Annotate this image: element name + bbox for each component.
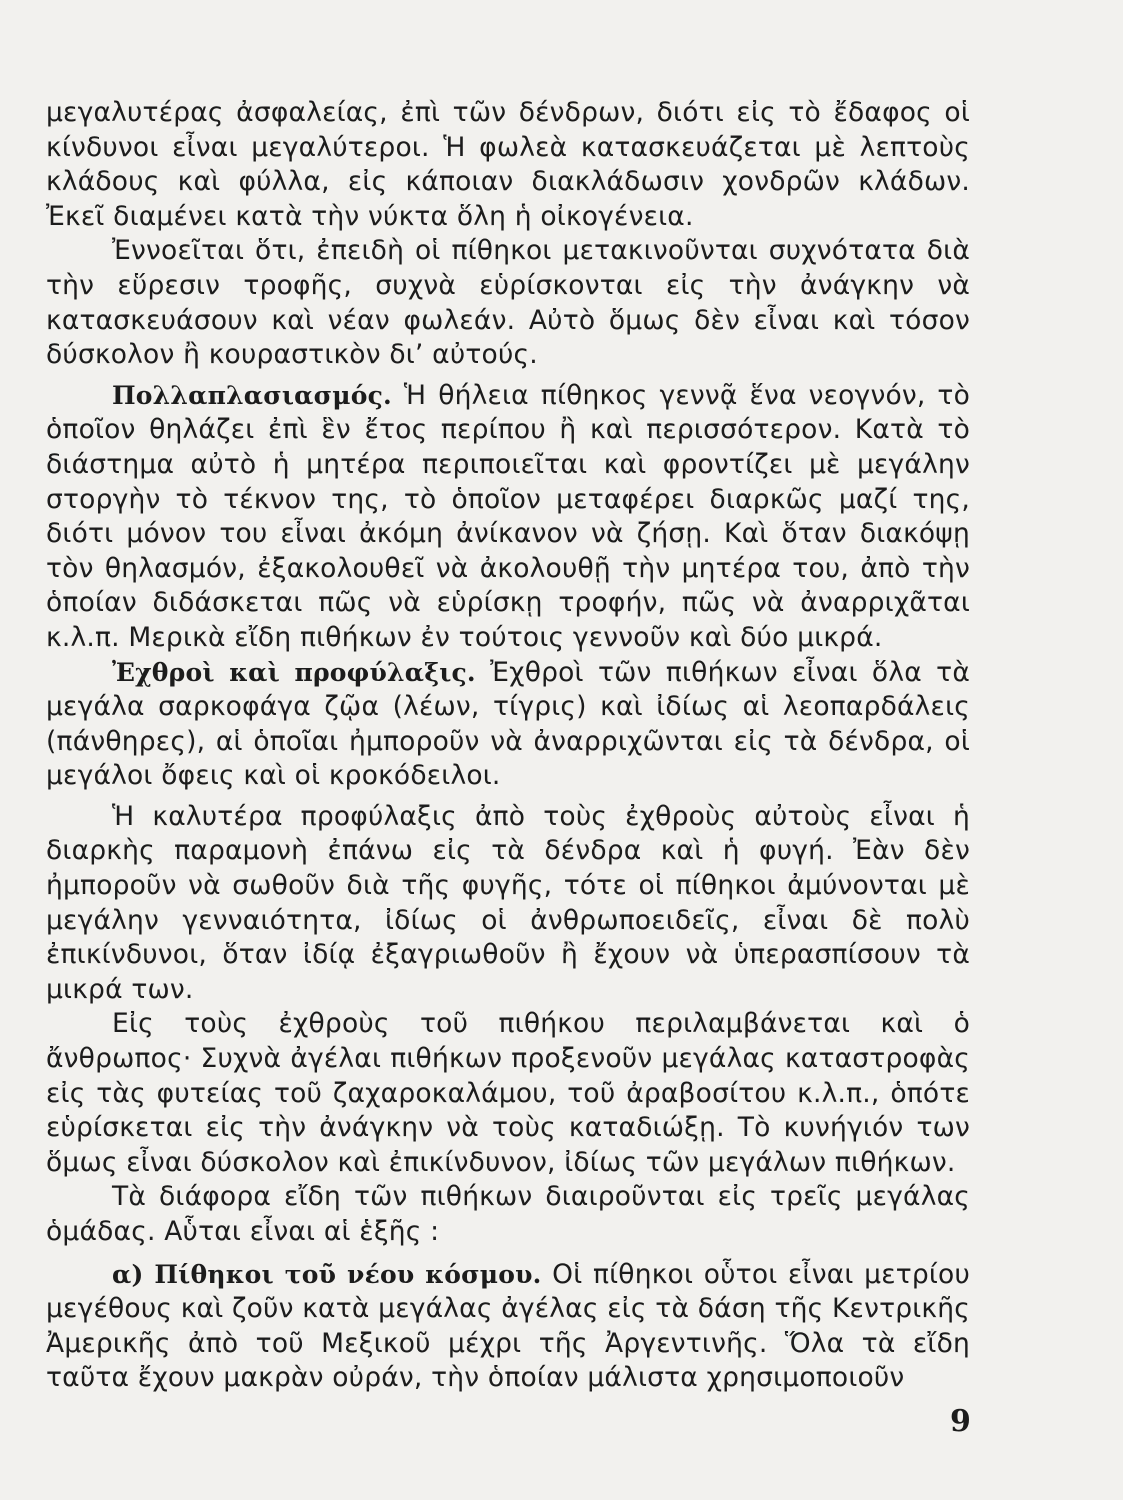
heading-reproduction: Πολλαπλασιασμός. (112, 380, 392, 410)
paragraph-new-world (46, 1258, 970, 1396)
paragraph-enemies (46, 656, 970, 794)
paragraph-nest-text: μεγαλυτέρας ἀσφαλείας, ἐπὶ τῶν δένδρων, διότι εἰς τὸ ἔδαφος οἱ κίνδυνοι εἶναι μεγαλύτεροι. Ἡ φωλεὰ κατασκευάζεται μὲ λεπτοὺς κλάδους καὶ φύλλα, εἰς κάποιαν διακλάδωσιν χονδρῶν κλάδων. Ἐκεῖ διαμένει κατὰ τὴν νύκτα ὅλη ἡ οἰκογένεια. (46, 97, 970, 232)
paragraph-groups (46, 1180, 970, 1249)
paragraph-nest (46, 96, 970, 234)
paragraph-enemies-text: Ἐχθροὶ τῶν πιθήκων εἶναι ὅλα τὰ μεγάλα σαρκοφάγα ζῷα (λέων, τίγρις) καὶ ἰδίως αἱ λεοπαρδάλεις (πάνθηρες), αἱ ὁποῖαι ἠμποροῦν νὰ ἀναρριχῶνται εἰς τὰ δένδρα, οἱ μεγάλοι ὄφεις καὶ οἱ κροκόδειλοι. (46, 656, 970, 792)
page-body (46, 96, 970, 1396)
paragraph-protection (46, 800, 970, 1008)
paragraph-new-nest-text: Ἐννοεῖται ὅτι, ἐπειδὴ οἱ πίθηκοι μετακινοῦνται συχνότατα διὰ τὴν εὕρεσιν τροφῆς, συχνὰ εὑρίσκονται εἰς τὴν ἀνάγκην νὰ κατασκευάσουν καὶ νέαν φωλεάν. Αὐτὸ ὅμως δὲν εἶναι καὶ τόσον δύσκολον ἢ κουραστικὸν δι’ αὐτούς. (46, 235, 970, 371)
paragraph-new-nest (46, 234, 970, 372)
paragraph-protection-text: Ἡ καλυτέρα προφύλαξις ἀπὸ τοὺς ἐχθροὺς αὐτοὺς εἶναι ἡ διαρκὴς παραμονὴ ἐπάνω εἰς τὰ δένδρα καὶ ἡ φυγή. Ἐὰν δὲν ἠμποροῦν νὰ σωθοῦν διὰ τῆς φυγῆς, τότε οἱ πίθηκοι ἀμύνονται μὲ μεγάλην γενναιότητα, ἰδίως οἱ ἀνθρωποειδεῖς, εἶναι δὲ πολὺ ἐπικίνδυνοι, ὅταν ἰδίᾳ ἐξαγριωθοῦν ἢ ἔχουν νὰ ὑπερασπίσουν τὰ μικρά των. (46, 800, 970, 1005)
heading-new-world: α) Πίθηκοι τοῦ νέου κόσμου. (112, 1259, 542, 1289)
paragraph-human-enemy (46, 1007, 970, 1180)
paragraph-reproduction-text: Ἡ θήλεια πίθηκος γεννᾷ ἕνα νεογνόν, τὸ ὁποῖον θηλάζει ἐπὶ ἓν ἔτος περίπου ἢ καὶ περισσότερον. Κατὰ τὸ διάστημα αὐτὸ ἡ μητέρα περιποιεῖται καὶ φροντίζει μὲ μεγάλην στοργὴν τὸ τέκνον της, τὸ ὁποῖον μεταφέρει διαρκῶς μαζί της, διότι μόνον του εἶναι ἀκόμη ἀνίκανον νὰ ζήσῃ. Καὶ ὅταν διακόψῃ τὸν θηλασμόν, ἐξακολουθεῖ νὰ ἀκολουθῇ τὴν μητέρα του, ἀπὸ τὴν ὁποίαν διδάσκεται πῶς νὰ εὑρίσκῃ τροφήν, πῶς νὰ ἀναρριχᾶται κ.λ.π. Μερικὰ εἴδη πιθήκων ἐν τούτοις γεννοῦν καὶ δύο μικρά. (46, 379, 971, 653)
paragraph-reproduction (46, 379, 970, 656)
page-number: 9 (950, 1404, 971, 1439)
paragraph-human-enemy-text: Εἰς τοὺς ἐχθροὺς τοῦ πιθήκου περιλαμβάνεται καὶ ὁ ἄνθρωπος· Συχνὰ ἀγέλαι πιθήκων προξενοῦν μεγάλας καταστροφὰς εἰς τὰς φυτείας τοῦ ζαχαροκαλάμου, τοῦ ἀραβοσίτου κ.λ.π., ὁπότε εὑρίσκεται εἰς τὴν ἀνάγκην νὰ τοὺς καταδιώξῃ. Τὸ κυνήγιόν των ὅμως εἶναι δύσκολον καὶ ἐπικίνδυνον, ἰδίως τῶν μεγάλων πιθήκων. (46, 1008, 970, 1178)
paragraph-new-world-text: Οἱ πίθηκοι οὗτοι εἶναι μετρίου μεγέθους καὶ ζοῦν κατὰ μεγάλας ἀγέλας εἰς τὰ δάση τῆς Κεντρικῆς Ἀμερικῆς ἀπὸ τοῦ Μεξικοῦ μέχρι τῆς Ἀργεντινῆς. Ὅλα τὰ εἴδη ταῦτα ἔχουν μακρὰν οὐράν, τὴν ὁποίαν μάλιστα χρησιμοποιοῦν (46, 1258, 971, 1394)
heading-enemies: Ἐχθροὶ καὶ προφύλαξις. (112, 657, 476, 687)
paragraph-groups-text: Τὰ διάφορα εἴδη τῶν πιθήκων διαιροῦνται εἰς τρεῖς μεγάλας ὁμάδας. Αὗται εἶναι αἱ ἑξῆς : (46, 1181, 970, 1247)
